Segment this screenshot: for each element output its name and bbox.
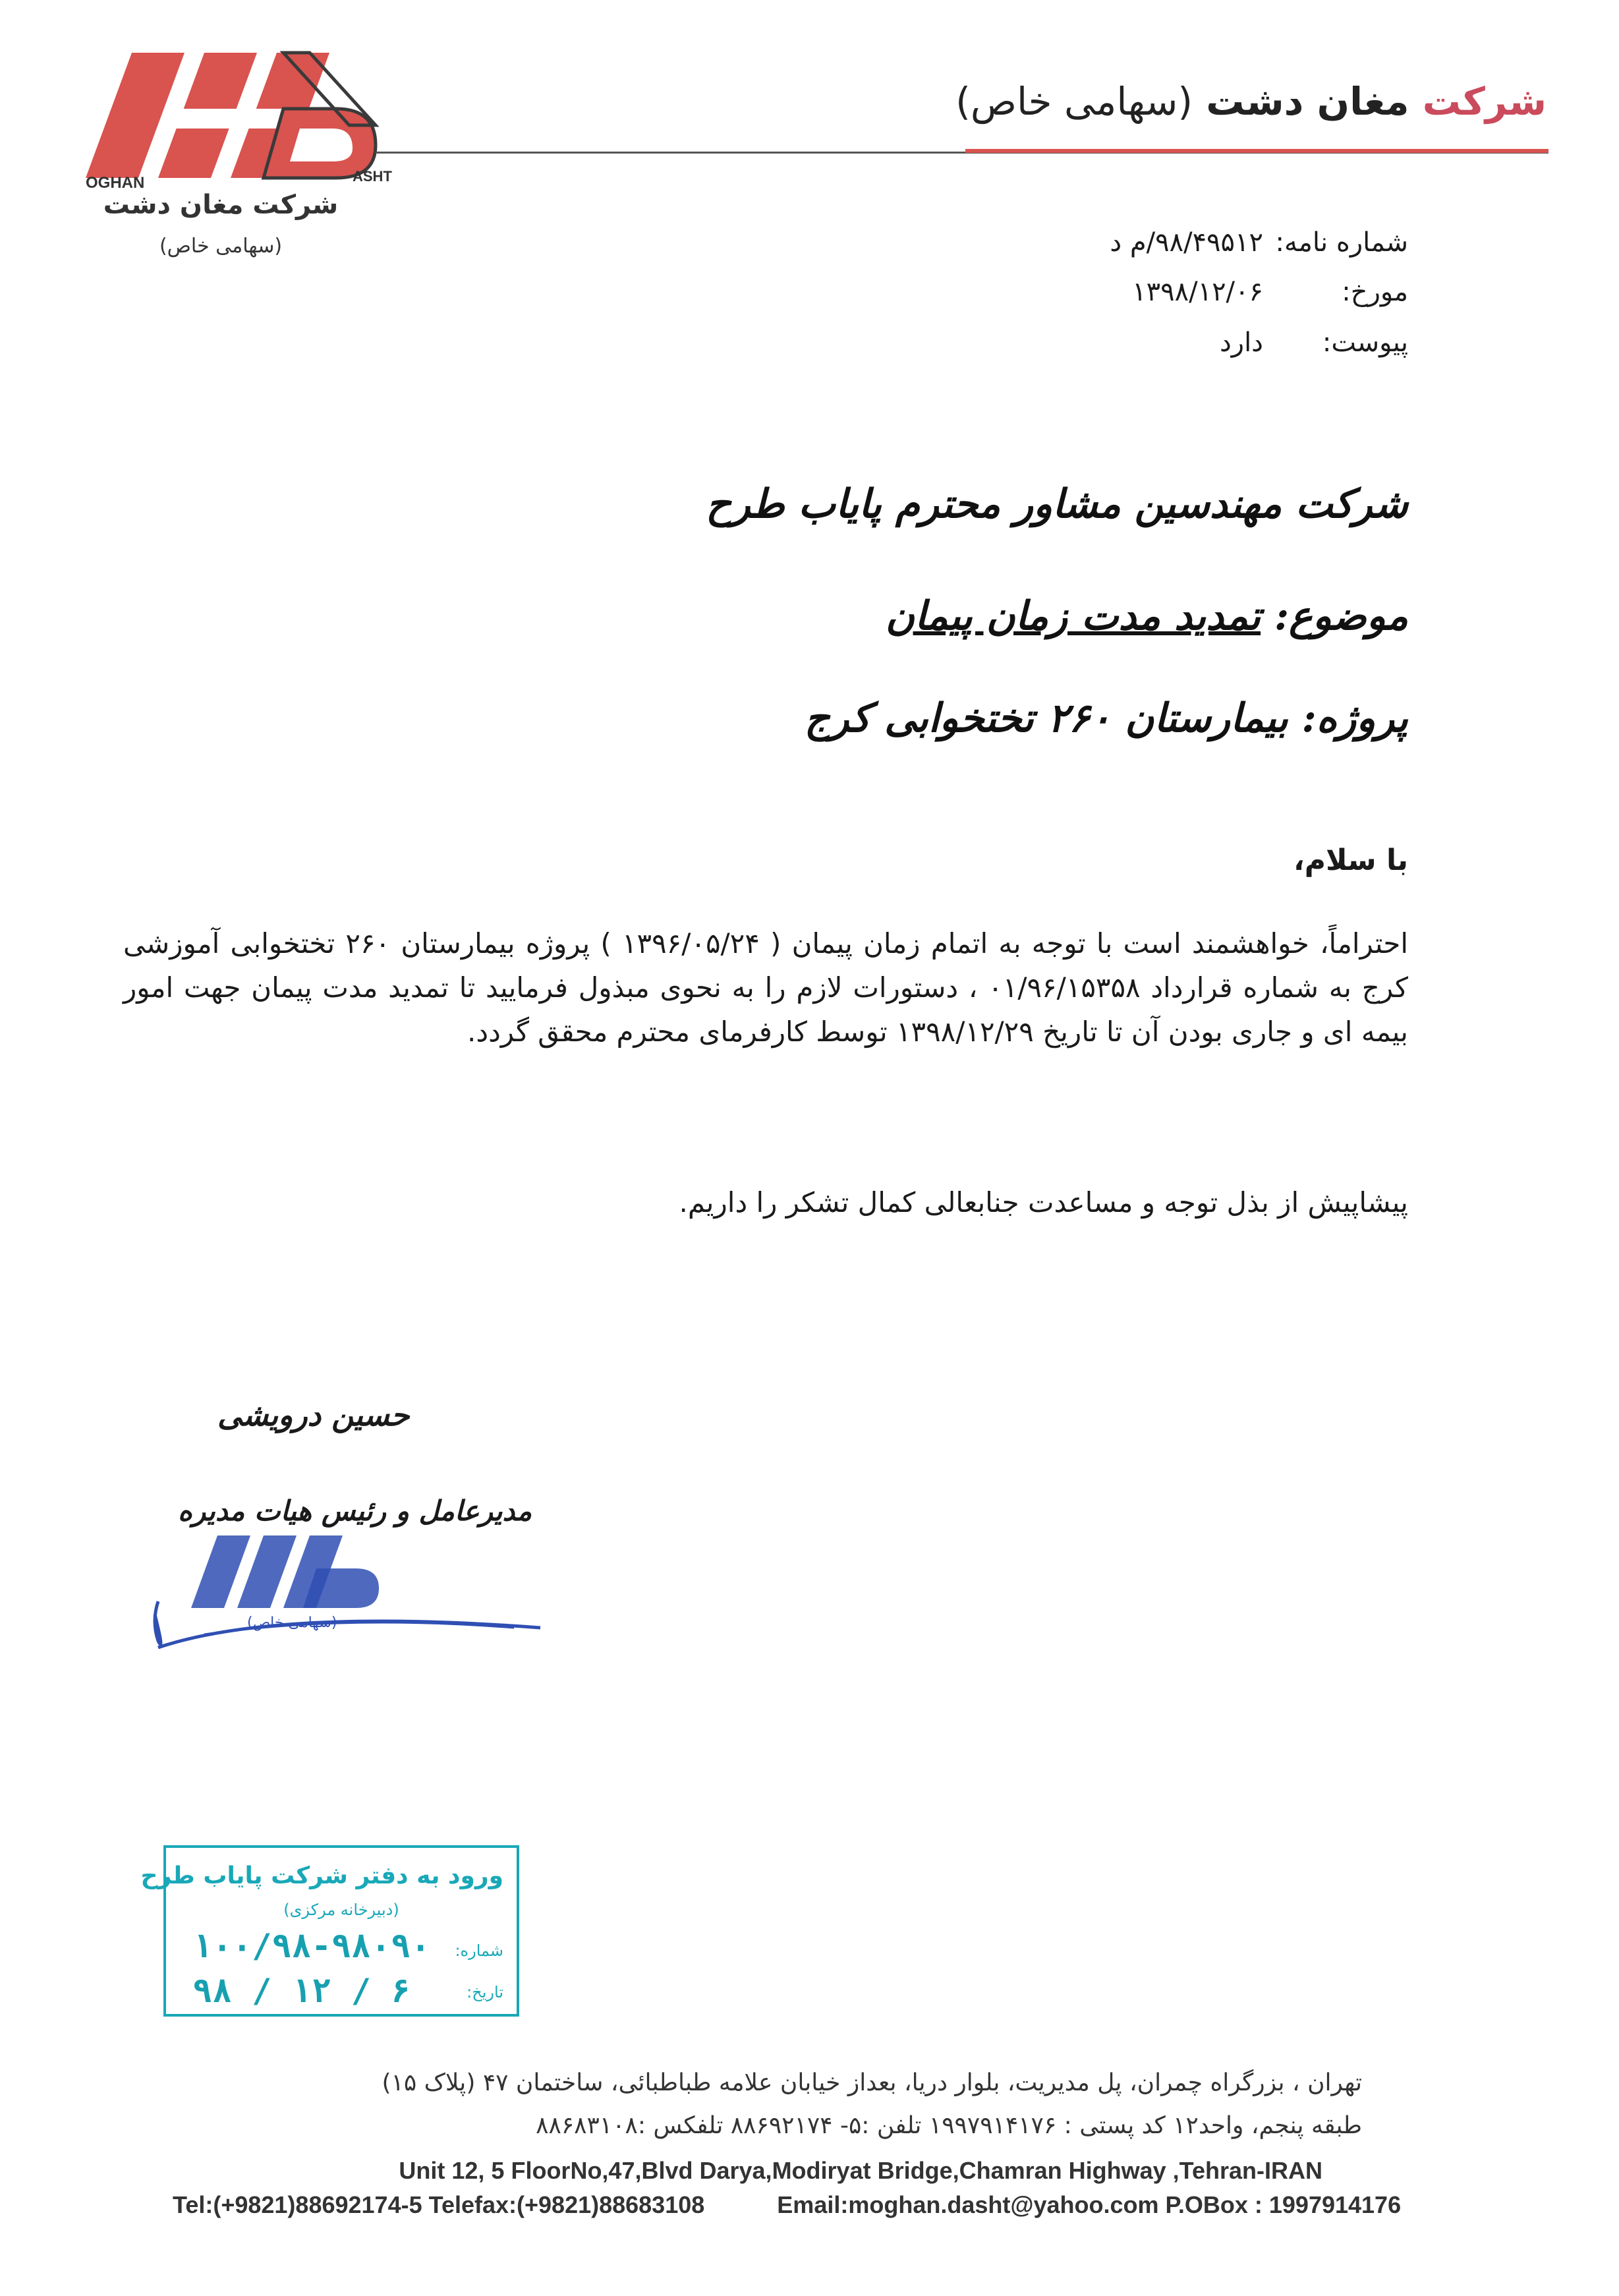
footer-tel: Tel:(+9821)88692174-5 (173, 2191, 422, 2218)
letter-number-label: شماره نامه: (1275, 227, 1408, 258)
receipt-stamp (140, 1845, 519, 2017)
greeting: با سلام، (1293, 844, 1408, 877)
closing-line: پیشاپیش از بذل توجه و مساعدت جنابعالی کمال تشکر را داریم. (679, 1186, 1408, 1219)
subject-value: تمدید مدت زمان پیمان (885, 593, 1261, 639)
letter-attachment-row (947, 328, 1408, 358)
project-value: بیمارستان ۲۶۰ تختخوابی کرج (804, 695, 1288, 741)
header-company-title (955, 79, 1547, 124)
header-brand: شرکت (1422, 79, 1547, 124)
letter-attachment-value: دارد (1219, 328, 1263, 358)
footer-email: Email:moghan.dasht@yahoo.com (777, 2191, 1159, 2218)
footer-pobox: P.OBox : 1997914176 (1165, 2191, 1402, 2218)
stamp-number-label: شماره: (455, 1941, 503, 1960)
logo-text-left: OGHAN (86, 174, 145, 191)
letter-date-label: مورخ: (1342, 277, 1408, 307)
project-label: پروژه: (1301, 695, 1408, 741)
seal-caption: (سهامی خاص) (247, 1615, 337, 1631)
footer-address-fa: تهران ، بزرگراه چمران، پل مدیریت، بلوار دریا، بعداز خیابان علامه طباطبائی، ساختمان ۴۷ (پلاک ۱۵) (382, 2069, 1362, 2096)
logo-company-name: شرکت مغان دشت (103, 190, 339, 220)
stamp-subtitle: (دبیرخانه مرکزی) (283, 1901, 399, 1919)
header-name: مغان دشت (1206, 79, 1409, 124)
project-line (805, 695, 1408, 741)
company-logo (86, 46, 395, 191)
letter-attachment-label: پیوست: (1322, 328, 1408, 358)
footer-contacts-en (173, 2191, 1401, 2219)
stamp-date-label: تاریخ: (467, 1983, 503, 2001)
footer-telefax: Telefax:(+9821)88683108 (428, 2191, 705, 2218)
stamp-number-value: ۱۰۰/۹۸-۹۸۰۹۰ (192, 1927, 431, 1965)
signer-name: حسین درویشی (217, 1397, 410, 1433)
signer-title: مدیرعامل و رئیس هیات مدیره (178, 1495, 532, 1527)
logo-text-right: ASHT (353, 168, 392, 185)
letter-date-row (947, 277, 1408, 307)
subject-line (886, 593, 1408, 639)
letter-date-value: ۱۳۹۸/۱۲/۰۶ (1132, 277, 1263, 307)
header-accent-line (965, 149, 1548, 153)
company-seal-icon (145, 1516, 567, 1661)
stamp-date-value: ۹۸ / ۱۲ / ۶ (192, 1972, 411, 2010)
subject-label: موضوع: (1274, 593, 1408, 639)
body-paragraph: احتراماً، خواهشمند است با توجه به اتمام زمان پیمان ( ۱۳۹۶/۰۵/۲۴ ) پروژه بیمارستان ۲۶۰ تختخوابی آموزشی کرج به شماره قرارداد ۰۱/۹۶/۱۵۳۵۸ ، دستورات لازم را به نحوی مبذول فرمایید تا تمدید مدت پیمان جهت امور بیمه ای و جاری بودن آن تا تاریخ ۱۳۹۸/۱۲/۲۹ توسط کارفرمای محترم محقق گردد. (123, 927, 1408, 1048)
letter-number-value: ۹۸/۴۹۵۱۲/م د (1110, 227, 1263, 258)
footer-details-fa: طبقه پنجم، واحد۱۲ کد پستی : ۱۹۹۷۹۱۴۱۷۶ تلفن :۵- ۸۸۶۹۲۱۷۴ تلفکس :۸۸۶۸۳۱۰۸ (536, 2112, 1362, 2139)
stamp-title: ورود به دفتر شرکت پایاب طرح (140, 1862, 503, 1889)
recipient: شرکت مهندسین مشاور محترم پایاب طرح (706, 481, 1408, 527)
logo-company-type: (سهامی خاص) (159, 235, 283, 258)
letter-number-row (947, 227, 1408, 258)
footer-address-en: Unit 12, 5 FloorNo,47,Blvd Darya,Modiryat Bridge,Chamran Highway ,Tehran-IRAN (399, 2157, 1322, 2184)
header-type: (سهامی خاص) (955, 79, 1193, 124)
